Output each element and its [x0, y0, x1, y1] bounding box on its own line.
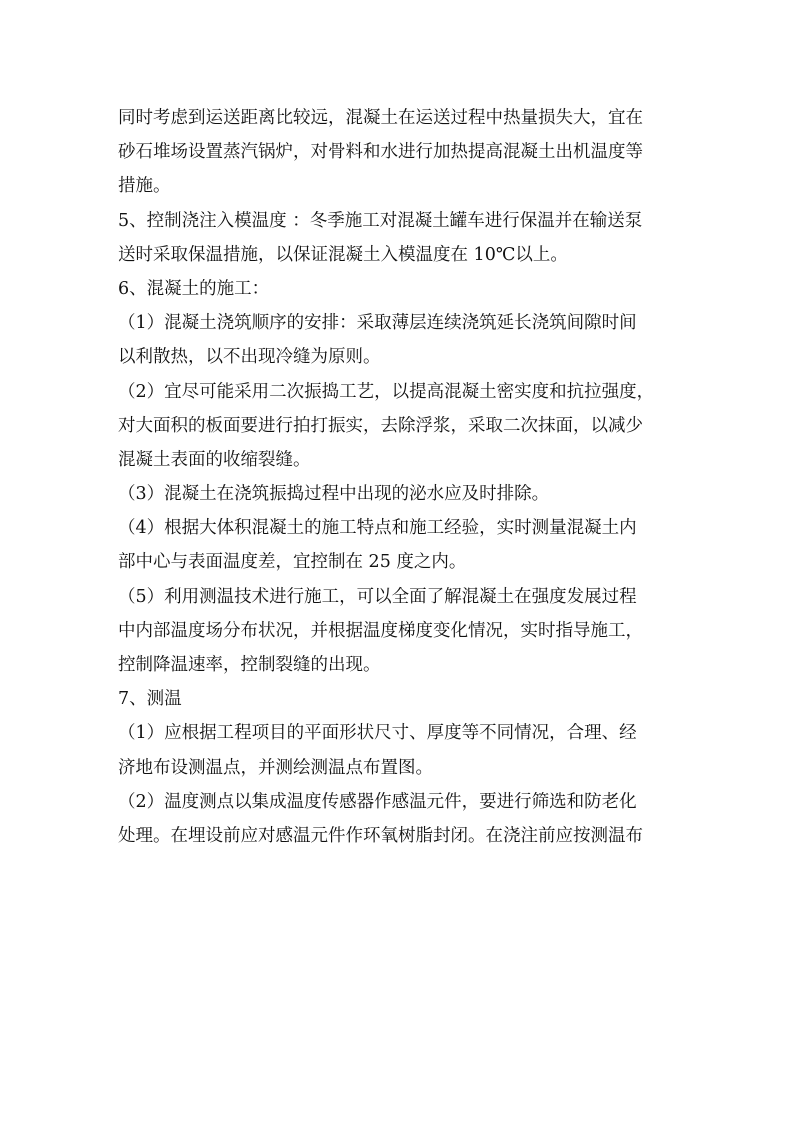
text-line: （4）根据大体积混凝土的施工特点和施工经验，实时测量混凝土内 — [118, 518, 637, 539]
text-line: 混凝土表面的收缩裂缝。 — [118, 449, 311, 470]
text-line: 以利散热，以不出现冷缝为原则。 — [118, 347, 381, 368]
document-body — [118, 101, 678, 853]
text-line: （5）利用测温技术进行施工，可以全面了解混凝土在强度发展过程 — [118, 586, 637, 607]
text-line: （2）温度测点以集成温度传感器作感温元件，要进行筛选和防老化 — [118, 791, 637, 812]
text-line: （1）混凝土浇筑顺序的安排：采取薄层连续浇筑延长浇筑间隙时间 — [118, 313, 637, 334]
text-line: 同时考虑到运送距离比较远，混凝土在运送过程中热量损失大，宜在 — [118, 108, 643, 128]
text-line: 部中心与表面温度差，宜控制在 25 度之内。 — [118, 552, 467, 573]
text-line: （2）宜尽可能采用二次振捣工艺，以提高混凝土密实度和抗拉强度， — [118, 381, 655, 402]
text-line: 5、控制浇注入模温度 ：冬季施工对混凝土罐车进行保温并在输送泵 — [118, 210, 643, 231]
section-heading: 6、混凝土的施工： — [118, 278, 270, 299]
text-line: 对大面积的板面要进行拍打振实，去除浮浆，采取二次抹面，以减少 — [118, 415, 643, 436]
text-line: （3）混凝土在浇筑振捣过程中出现的泌水应及时排除。 — [118, 484, 550, 505]
text-line: 控制降温速率，控制裂缝的出现。 — [118, 655, 381, 675]
section-heading: 7、测温 — [118, 689, 182, 710]
text-line: 中内部温度场分布状况，并根据温度梯度变化情况，实时指导施工， — [118, 620, 643, 641]
text-line: 送时采取保温措施，以保证混凝土入模温度在 10℃以上。 — [118, 244, 568, 265]
text-line: （1）应根据工程项目的平面形状尺寸、厚度等不同情况，合理、经 — [118, 723, 637, 744]
text-line: 措施。 — [118, 176, 171, 197]
text-line: 砂石堆场设置蒸汽锅炉，对骨料和水进行加热提高混凝土出机温度等 — [118, 142, 643, 163]
text-line: 处理。在埋设前应对感温元件作环氧树脂封闭。在浇注前应按测温布 — [118, 825, 643, 846]
text-line: 济地布设测温点，并测绘测温点布置图。 — [118, 757, 433, 778]
